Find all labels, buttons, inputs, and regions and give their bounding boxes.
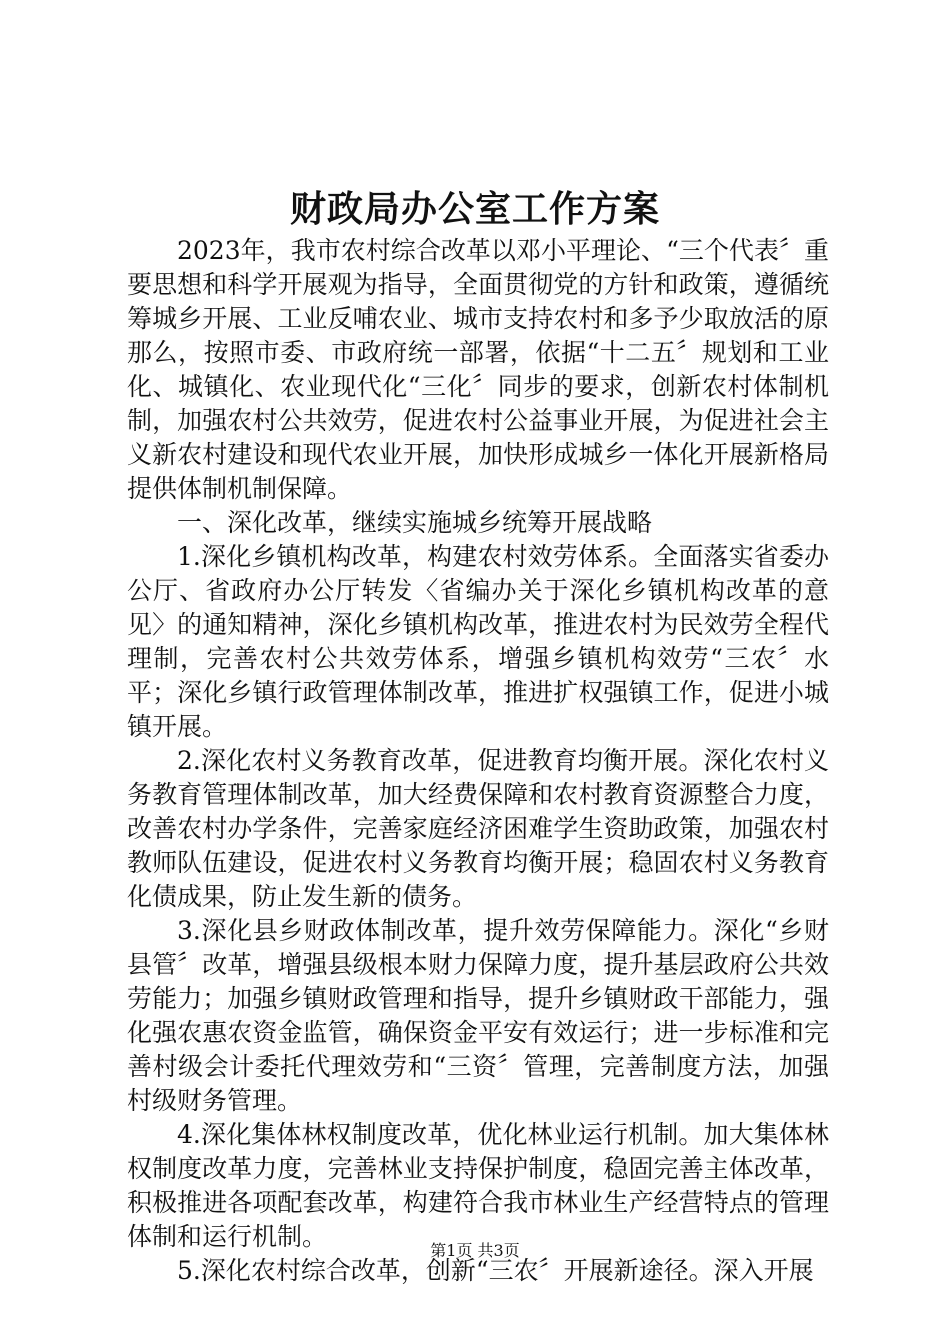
document-title: 财政局办公室工作方案 (289, 188, 660, 230)
page-number-footer: 第1页 共3页 (430, 1241, 520, 1260)
paragraph-item-4: 4.深化集体林权制度改革，优化林业运行机制。加大集体林权制度改革力度，完善林业支持保护制度，稳固完善主体改革，积极推进各项配套改革，构建符合我市林业生产经营特点的管理体制和运行机制。 (127, 1120, 829, 1251)
paragraph-item-3: 3.深化县乡财政体制改革，提升效劳保障能力。深化“乡财县管〞改革，增强县级根本财力保障力度，提升基层政府公共效劳能力；加强乡镇财政管理和指导，提升乡镇财政干部能力，强化强农惠农资金监管，确保资金平安有效运行；进一步标准和完善村级会计委托代理效劳和“三资〞管理，完善制度方法，加强村级财务管理。 (127, 916, 829, 1115)
section-heading: 一、深化改革，继续实施城乡统筹开展战略 (177, 508, 653, 537)
paragraph-item-5: 5.深化农村综合改革，创新“三农〞开展新途径。深入开展 (177, 1256, 814, 1285)
document-body (127, 234, 829, 1288)
paragraph-item-2: 2.深化农村义务教育改革，促进教育均衡开展。深化农村义务教育管理体制改革，加大经费保障和农村教育资源整合力度，改善农村办学条件，完善家庭经济困难学生资助政策，加强农村教师队伍建设，促进农村义务教育均衡开展；稳固农村义务教育化债成果，防止发生新的债务。 (127, 746, 829, 911)
paragraph-item-1: 1.深化乡镇机构改革，构建农村效劳体系。全面落实省委办公厅、省政府办公厅转发〈省编办关于深化乡镇机构改革的意见〉的通知精神，深化乡镇机构改革，推进农村为民效劳全程代理制，完善农村公共效劳体系，增强乡镇机构效劳“三农〞水平；深化乡镇行政管理体制改革，推进扩权强镇工作，促进小城镇开展。 (127, 542, 829, 741)
paragraph-intro: 2023年，我市农村综合改革以邓小平理论、“三个代表〞重要思想和科学开展观为指导，全面贯彻党的方针和政策，遵循统筹城乡开展、工业反哺农业、城市支持农村和多予少取放活的原那么，按照市委、市政府统一部署，依据“十二五〞规划和工业化、城镇化、农业现代化“三化〞同步的要求，创新农村体制机制，加强农村公共效劳，促进农村公益事业开展，为促进社会主义新农村建设和现代农业开展，加快形成城乡一体化开展新格局提供体制机制保障。 (127, 236, 829, 503)
